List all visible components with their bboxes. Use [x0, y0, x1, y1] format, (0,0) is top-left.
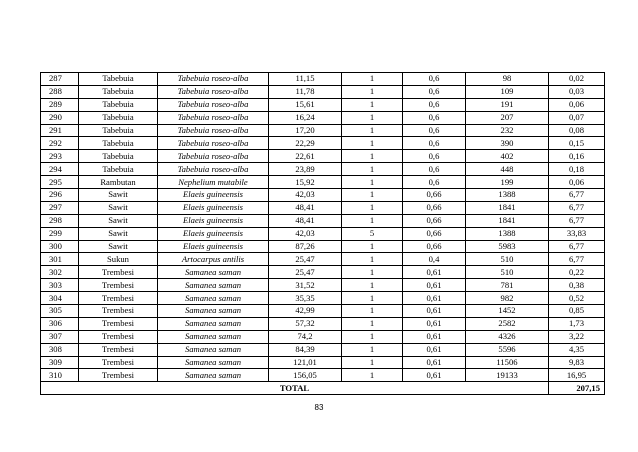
tree-biomass-table: [40, 72, 605, 395]
cell-local-name: Tabebuia: [79, 150, 158, 163]
cell-density: 0,66: [403, 240, 466, 253]
table-row: [41, 356, 605, 369]
cell-biomass: 1841: [466, 214, 549, 227]
cell-carbon: 6,77: [549, 214, 605, 227]
table-row: [41, 330, 605, 343]
cell-density: 0,6: [403, 85, 466, 98]
cell-local-name: Sawit: [79, 201, 158, 214]
cell-density: 0,66: [403, 214, 466, 227]
table-row: [41, 176, 605, 189]
cell-density: 0,61: [403, 305, 466, 318]
cell-carbon: 9,83: [549, 356, 605, 369]
table-row: [41, 227, 605, 240]
cell-count: 1: [342, 369, 403, 382]
cell-local-name: Trembesi: [79, 266, 158, 279]
cell-density: 0,61: [403, 292, 466, 305]
cell-density: 0,61: [403, 266, 466, 279]
cell-count: 1: [342, 266, 403, 279]
cell-local-name: Sawit: [79, 189, 158, 202]
cell-biomass: 19133: [466, 369, 549, 382]
cell-diameter: 42,03: [269, 189, 342, 202]
table-row: [41, 163, 605, 176]
cell-count: 1: [342, 214, 403, 227]
cell-diameter: 25,47: [269, 266, 342, 279]
cell-carbon: 0,85: [549, 305, 605, 318]
cell-local-name: Sawit: [79, 214, 158, 227]
cell-diameter: 16,24: [269, 111, 342, 124]
cell-count: 1: [342, 73, 403, 86]
cell-number: 293: [41, 150, 79, 163]
cell-count: 1: [342, 292, 403, 305]
cell-biomass: 4326: [466, 330, 549, 343]
cell-number: 298: [41, 214, 79, 227]
cell-diameter: 31,52: [269, 279, 342, 292]
cell-carbon: 0,38: [549, 279, 605, 292]
cell-number: 300: [41, 240, 79, 253]
cell-local-name: Sukun: [79, 253, 158, 266]
cell-number: 292: [41, 137, 79, 150]
cell-density: 0,61: [403, 279, 466, 292]
cell-count: 1: [342, 356, 403, 369]
cell-biomass: 5983: [466, 240, 549, 253]
cell-carbon: 3,22: [549, 330, 605, 343]
cell-diameter: 11,15: [269, 73, 342, 86]
cell-biomass: 510: [466, 253, 549, 266]
cell-species: Elaeis guineensis: [158, 240, 269, 253]
cell-local-name: Trembesi: [79, 317, 158, 330]
cell-biomass: 1388: [466, 189, 549, 202]
cell-number: 308: [41, 343, 79, 356]
cell-species: Elaeis guineensis: [158, 201, 269, 214]
cell-local-name: Tabebuia: [79, 163, 158, 176]
cell-species: Tabebuia roseo-alba: [158, 85, 269, 98]
cell-carbon: 0,07: [549, 111, 605, 124]
cell-density: 0,61: [403, 317, 466, 330]
cell-density: 0,66: [403, 189, 466, 202]
cell-carbon: 0,52: [549, 292, 605, 305]
cell-local-name: Trembesi: [79, 292, 158, 305]
cell-carbon: 0,22: [549, 266, 605, 279]
cell-density: 0,6: [403, 98, 466, 111]
table-row: [41, 111, 605, 124]
cell-local-name: Tabebuia: [79, 73, 158, 86]
cell-count: 1: [342, 240, 403, 253]
cell-carbon: 1,73: [549, 317, 605, 330]
table-row: [41, 292, 605, 305]
cell-biomass: 5596: [466, 343, 549, 356]
cell-number: 295: [41, 176, 79, 189]
cell-biomass: 982: [466, 292, 549, 305]
total-row: [41, 382, 605, 395]
cell-density: 0,66: [403, 201, 466, 214]
cell-species: Elaeis guineensis: [158, 214, 269, 227]
cell-count: 1: [342, 189, 403, 202]
cell-local-name: Sawit: [79, 227, 158, 240]
cell-carbon: 33,83: [549, 227, 605, 240]
table-row: [41, 343, 605, 356]
cell-biomass: 402: [466, 150, 549, 163]
cell-biomass: 510: [466, 266, 549, 279]
cell-species: Samanea saman: [158, 317, 269, 330]
cell-number: 290: [41, 111, 79, 124]
cell-local-name: Trembesi: [79, 343, 158, 356]
cell-diameter: 121,01: [269, 356, 342, 369]
cell-number: 309: [41, 356, 79, 369]
cell-count: 1: [342, 317, 403, 330]
cell-count: 1: [342, 305, 403, 318]
cell-local-name: Tabebuia: [79, 85, 158, 98]
cell-density: 0,6: [403, 150, 466, 163]
table-row: [41, 98, 605, 111]
cell-density: 0,4: [403, 253, 466, 266]
cell-species: Tabebuia roseo-alba: [158, 124, 269, 137]
cell-species: Nephelium mutabile: [158, 176, 269, 189]
cell-species: Artocarpus antilis: [158, 253, 269, 266]
cell-count: 1: [342, 111, 403, 124]
cell-diameter: 48,41: [269, 201, 342, 214]
cell-diameter: 84,39: [269, 343, 342, 356]
cell-biomass: 1841: [466, 201, 549, 214]
cell-local-name: Tabebuia: [79, 137, 158, 150]
cell-species: Tabebuia roseo-alba: [158, 98, 269, 111]
table-row: [41, 73, 605, 86]
cell-count: 1: [342, 137, 403, 150]
cell-local-name: Trembesi: [79, 330, 158, 343]
cell-density: 0,66: [403, 227, 466, 240]
cell-density: 0,6: [403, 111, 466, 124]
cell-species: Elaeis guineensis: [158, 227, 269, 240]
cell-local-name: Trembesi: [79, 305, 158, 318]
table-row: [41, 240, 605, 253]
cell-number: 287: [41, 73, 79, 86]
cell-diameter: 25,47: [269, 253, 342, 266]
cell-count: 5: [342, 227, 403, 240]
cell-diameter: 87,26: [269, 240, 342, 253]
cell-diameter: 42,99: [269, 305, 342, 318]
cell-count: 1: [342, 85, 403, 98]
cell-carbon: 6,77: [549, 253, 605, 266]
cell-biomass: 191: [466, 98, 549, 111]
cell-diameter: 74,2: [269, 330, 342, 343]
cell-density: 0,6: [403, 137, 466, 150]
table-row: [41, 124, 605, 137]
cell-biomass: 207: [466, 111, 549, 124]
cell-species: Elaeis guineensis: [158, 189, 269, 202]
cell-species: Tabebuia roseo-alba: [158, 111, 269, 124]
cell-biomass: 1452: [466, 305, 549, 318]
cell-density: 0,61: [403, 356, 466, 369]
cell-carbon: 16,95: [549, 369, 605, 382]
cell-count: 1: [342, 279, 403, 292]
cell-carbon: 0,16: [549, 150, 605, 163]
cell-diameter: 15,61: [269, 98, 342, 111]
cell-density: 0,6: [403, 163, 466, 176]
cell-biomass: 390: [466, 137, 549, 150]
cell-diameter: 42,03: [269, 227, 342, 240]
cell-carbon: 6,77: [549, 240, 605, 253]
cell-carbon: 4,35: [549, 343, 605, 356]
cell-biomass: 232: [466, 124, 549, 137]
cell-density: 0,61: [403, 343, 466, 356]
cell-number: 297: [41, 201, 79, 214]
cell-number: 291: [41, 124, 79, 137]
cell-local-name: Tabebuia: [79, 124, 158, 137]
cell-carbon: 6,77: [549, 201, 605, 214]
table-row: [41, 266, 605, 279]
cell-count: 1: [342, 176, 403, 189]
cell-count: 1: [342, 150, 403, 163]
cell-diameter: 156,05: [269, 369, 342, 382]
cell-local-name: Sawit: [79, 240, 158, 253]
cell-count: 1: [342, 163, 403, 176]
cell-species: Samanea saman: [158, 279, 269, 292]
cell-carbon: 0,03: [549, 85, 605, 98]
cell-local-name: Trembesi: [79, 279, 158, 292]
cell-species: Samanea saman: [158, 266, 269, 279]
cell-species: Samanea saman: [158, 343, 269, 356]
cell-diameter: 17,20: [269, 124, 342, 137]
cell-species: Tabebuia roseo-alba: [158, 137, 269, 150]
cell-carbon: 0,18: [549, 163, 605, 176]
cell-number: 294: [41, 163, 79, 176]
cell-carbon: 0,08: [549, 124, 605, 137]
cell-species: Samanea saman: [158, 369, 269, 382]
cell-biomass: 2582: [466, 317, 549, 330]
cell-species: Tabebuia roseo-alba: [158, 163, 269, 176]
cell-number: 305: [41, 305, 79, 318]
cell-number: 289: [41, 98, 79, 111]
cell-biomass: 781: [466, 279, 549, 292]
cell-diameter: 15,92: [269, 176, 342, 189]
cell-diameter: 11,78: [269, 85, 342, 98]
cell-number: 299: [41, 227, 79, 240]
table-row: [41, 253, 605, 266]
cell-biomass: 109: [466, 85, 549, 98]
cell-species: Tabebuia roseo-alba: [158, 73, 269, 86]
cell-species: Tabebuia roseo-alba: [158, 150, 269, 163]
cell-local-name: Rambutan: [79, 176, 158, 189]
cell-number: 302: [41, 266, 79, 279]
cell-biomass: 11506: [466, 356, 549, 369]
cell-number: 296: [41, 189, 79, 202]
table-row: [41, 279, 605, 292]
table-row: [41, 317, 605, 330]
cell-diameter: 22,61: [269, 150, 342, 163]
cell-count: 1: [342, 124, 403, 137]
cell-species: Samanea saman: [158, 292, 269, 305]
cell-local-name: Trembesi: [79, 356, 158, 369]
cell-count: 1: [342, 253, 403, 266]
table-row: [41, 150, 605, 163]
cell-diameter: 23,89: [269, 163, 342, 176]
total-value: 207,15: [549, 382, 605, 395]
table-row: [41, 201, 605, 214]
cell-local-name: Tabebuia: [79, 111, 158, 124]
cell-carbon: 0,06: [549, 98, 605, 111]
cell-density: 0,6: [403, 176, 466, 189]
cell-biomass: 98: [466, 73, 549, 86]
table-row: [41, 369, 605, 382]
table-row: [41, 214, 605, 227]
cell-number: 306: [41, 317, 79, 330]
cell-number: 288: [41, 85, 79, 98]
cell-carbon: 0,02: [549, 73, 605, 86]
cell-diameter: 57,32: [269, 317, 342, 330]
cell-biomass: 199: [466, 176, 549, 189]
cell-diameter: 35,35: [269, 292, 342, 305]
cell-count: 1: [342, 343, 403, 356]
cell-number: 303: [41, 279, 79, 292]
cell-biomass: 1388: [466, 227, 549, 240]
cell-species: Samanea saman: [158, 356, 269, 369]
cell-number: 301: [41, 253, 79, 266]
cell-local-name: Trembesi: [79, 369, 158, 382]
cell-number: 307: [41, 330, 79, 343]
cell-density: 0,61: [403, 330, 466, 343]
cell-species: Samanea saman: [158, 305, 269, 318]
total-label: TOTAL: [41, 382, 549, 395]
cell-number: 310: [41, 369, 79, 382]
cell-count: 1: [342, 201, 403, 214]
cell-carbon: 6,77: [549, 189, 605, 202]
table-row: [41, 189, 605, 202]
cell-density: 0,6: [403, 73, 466, 86]
table-row: [41, 137, 605, 150]
cell-diameter: 22,29: [269, 137, 342, 150]
cell-density: 0,61: [403, 369, 466, 382]
cell-number: 304: [41, 292, 79, 305]
cell-species: Samanea saman: [158, 330, 269, 343]
cell-local-name: Tabebuia: [79, 98, 158, 111]
cell-carbon: 0,06: [549, 176, 605, 189]
table-row: [41, 85, 605, 98]
cell-carbon: 0,15: [549, 137, 605, 150]
page-number: 83: [314, 403, 324, 412]
cell-count: 1: [342, 98, 403, 111]
cell-count: 1: [342, 330, 403, 343]
cell-density: 0,6: [403, 124, 466, 137]
cell-diameter: 48,41: [269, 214, 342, 227]
cell-biomass: 448: [466, 163, 549, 176]
table-row: [41, 305, 605, 318]
